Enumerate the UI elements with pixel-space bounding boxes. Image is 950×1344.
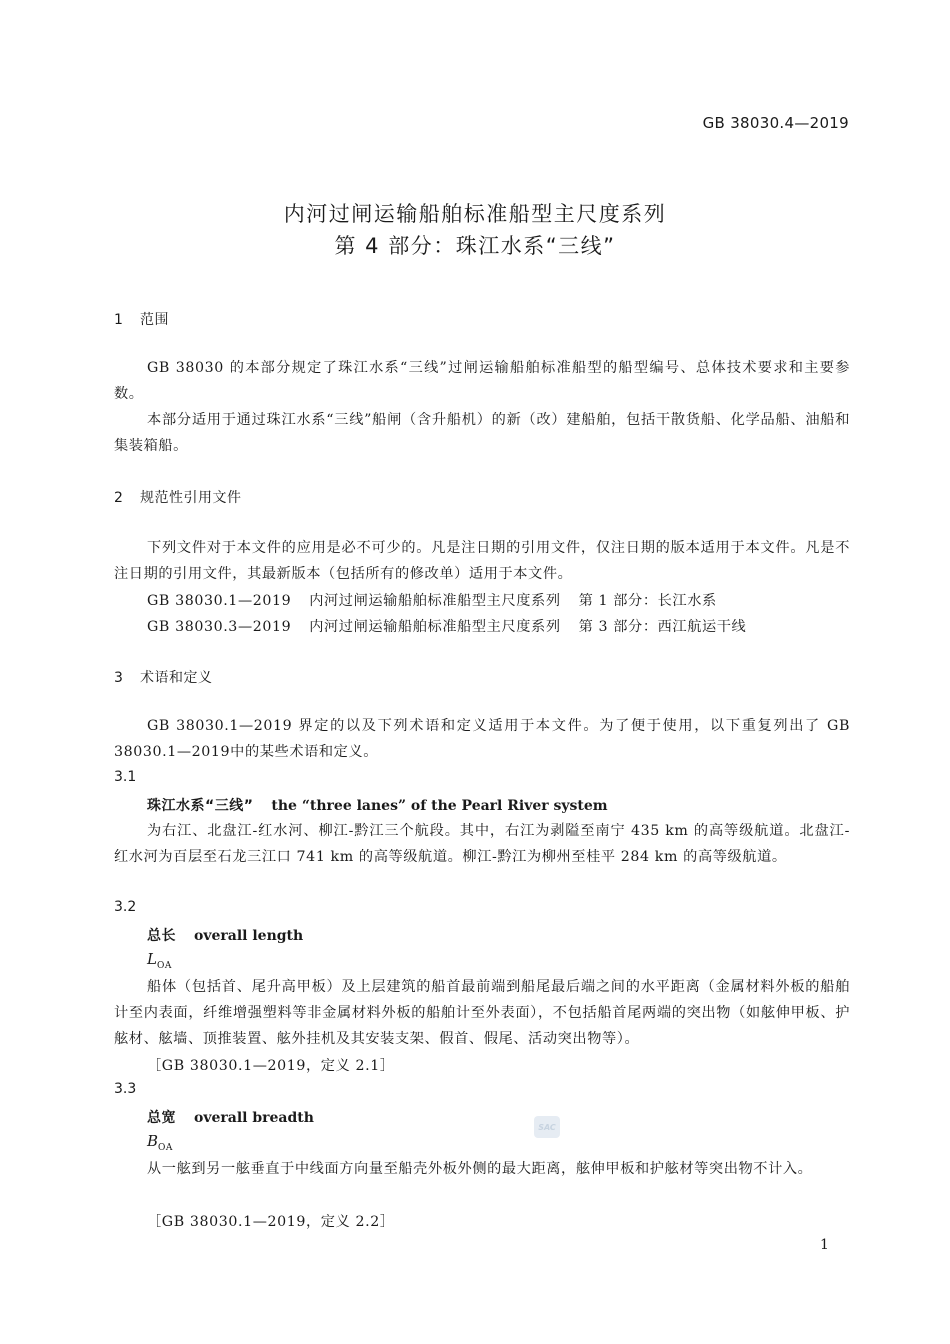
term-definition: 船体（包括首、尾升高甲板）及上层建筑的船首最前端到船尾最后端之间的水平距离（金属材料外板的船舶计至内表面，纤维增强塑料等非金属材料外板的船舶计至外表面），不包括船首尾两端的突出物（如舷伸甲板、护舷材、舷墙、顶推装置、舷外挂机及其安装支架、假首、假尾、活动突出物等）。 <box>114 979 850 1047</box>
reference-part: 第 1 部分：长江水系 <box>578 593 717 609</box>
term-english: overall breadth <box>194 1110 314 1126</box>
scope-paragraph-1: GB 38030 的本部分规定了珠江水系“三线”过闸运输船舶标准船型的船型编号、总体技术要求和主要参数。 <box>114 360 850 402</box>
clause-number: 3.1 <box>114 769 137 785</box>
section-number: 2 <box>114 490 124 506</box>
term-chinese: 珠江水系“三线” <box>147 798 254 814</box>
term-source: ［GB 38030.1—2019，定义 2.1］ <box>147 1058 395 1074</box>
references-intro-paragraph: 下列文件对于本文件的应用是必不可少的。凡是注日期的引用文件，仅注日期的版本适用于本文件。凡是不注日期的引用文件，其最新版本（包括所有的修改单）适用于本文件。 <box>114 540 850 582</box>
section-title: 术语和定义 <box>140 670 213 686</box>
document-title-line2: 第 4 部分：珠江水系“三线” <box>334 234 616 258</box>
symbol-subscript: OA <box>156 961 172 971</box>
term-english: overall length <box>194 928 304 944</box>
section-heading-terms-definitions <box>114 667 213 687</box>
term-definition: 从一舷到另一舷垂直于中线面方向量至船壳外板外侧的最大距离，舷伸甲板和护舷材等突出物不计入。 <box>147 1161 813 1177</box>
symbol-letter: L <box>147 950 157 968</box>
reference-code: GB 38030.1—2019 <box>147 593 292 609</box>
standard-code: GB 38030.4—2019 <box>702 114 849 132</box>
reference-part: 第 3 部分：西江航运干线 <box>578 619 747 635</box>
reference-item <box>147 590 717 610</box>
scope-paragraph-2: 本部分适用于通过珠江水系“三线”船闸（含升船机）的新（改）建船舶，包括干散货船、化学品船、油船和集装箱船。 <box>114 412 850 454</box>
term-english: the “three lanes” of the Pearl River system <box>271 798 608 814</box>
term-chinese: 总宽 <box>147 1110 176 1126</box>
section-heading-normative-references <box>114 487 242 507</box>
term-definition: 为右江、北盘江-红水河、柳江-黔江三个航段。其中，右江为剥隘至南宁 435 km 的高等级航道。北盘江-红水河为百层至石龙三江口 741 km 的高等级航道。柳江-黔江为柳州至桂平 284 km 的高等级航道。 <box>114 823 850 865</box>
term-chinese: 总长 <box>147 928 176 944</box>
term-symbol <box>147 1132 173 1153</box>
symbol-subscript: OA <box>158 1143 173 1153</box>
sac-watermark-logo: SAC <box>534 1116 560 1138</box>
reference-name: 内河过闸运输船舶标准船型主尺度系列 <box>309 619 561 635</box>
section-heading-scope <box>114 309 169 329</box>
section-number: 3 <box>114 670 124 686</box>
clause-number: 3.2 <box>114 899 137 915</box>
term-title <box>147 1107 314 1127</box>
term-source: ［GB 38030.1—2019，定义 2.2］ <box>147 1214 395 1230</box>
page-number: 1 <box>820 1237 829 1253</box>
section-number: 1 <box>114 312 124 328</box>
term-symbol <box>147 950 172 971</box>
document-title-line1: 内河过闸运输船舶标准船型主尺度系列 <box>283 202 667 226</box>
term-title <box>147 925 303 945</box>
section-title: 规范性引用文件 <box>140 490 242 506</box>
reference-item <box>147 616 746 636</box>
symbol-letter: B <box>147 1132 159 1150</box>
term-title <box>147 795 608 815</box>
reference-code: GB 38030.3—2019 <box>147 619 292 635</box>
reference-name: 内河过闸运输船舶标准船型主尺度系列 <box>309 593 561 609</box>
section-title: 范围 <box>140 312 169 328</box>
clause-number: 3.3 <box>114 1081 137 1097</box>
terms-intro-paragraph: GB 38030.1—2019 界定的以及下列术语和定义适用于本文件。为了便于使用，以下重复列出了 GB 38030.1—2019中的某些术语和定义。 <box>114 718 850 760</box>
